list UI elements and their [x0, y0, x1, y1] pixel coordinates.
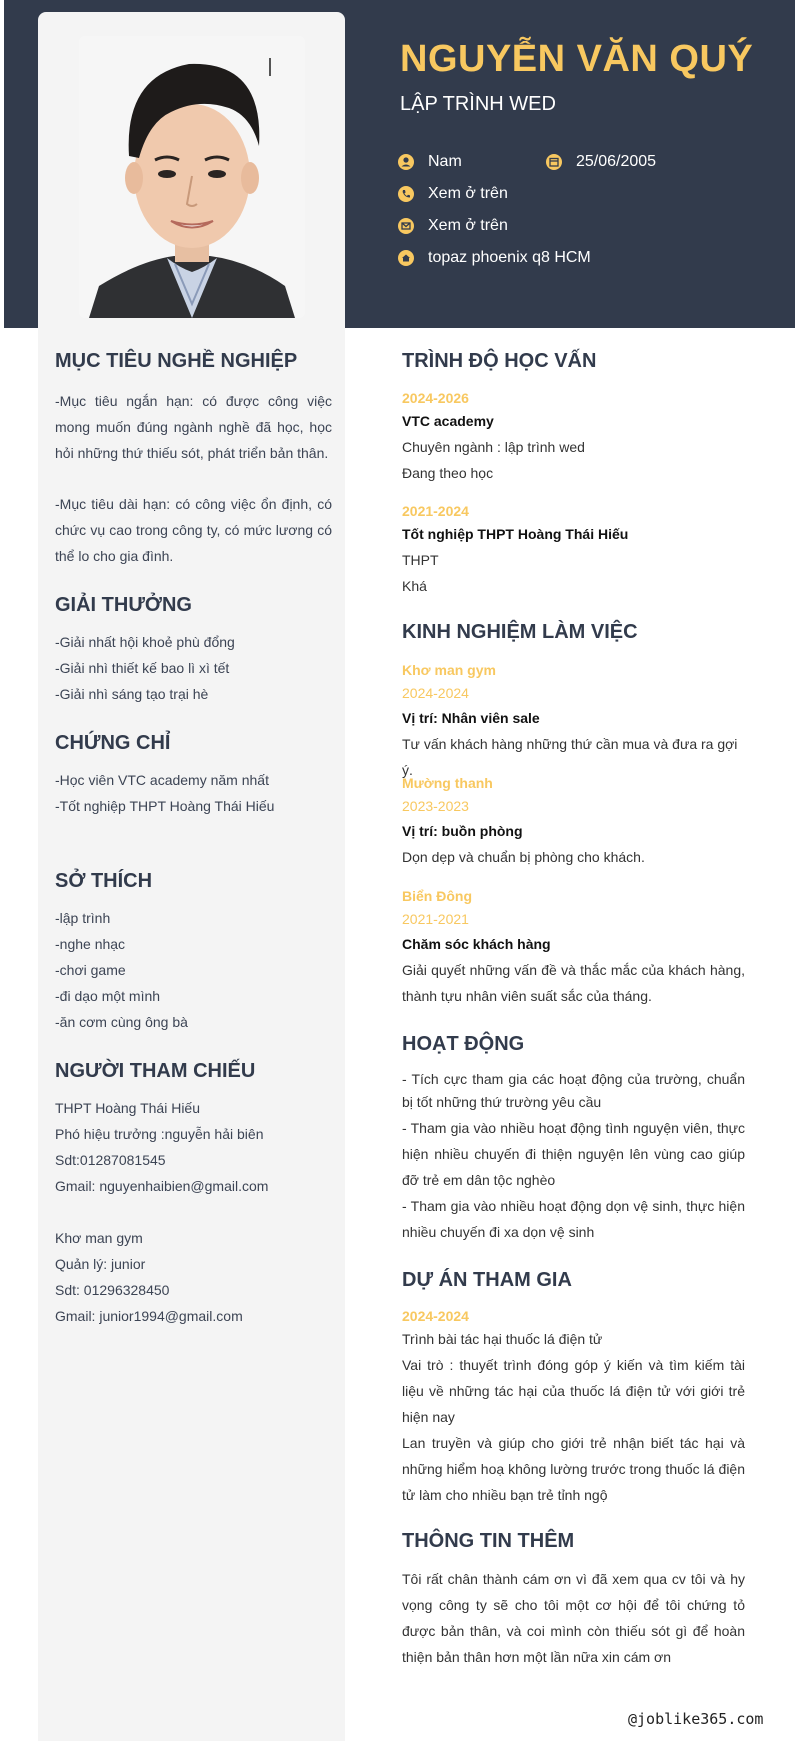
award-item: -Giải nhất hội khoẻ phù đổng [55, 634, 235, 650]
hobbies-title: SỞ THÍCH [55, 870, 153, 892]
profile-photo [79, 36, 305, 318]
experience-position: Vị trí: buồn phòng [402, 823, 523, 839]
activity-item: - Tích cực tham gia các hoạt động của trường, chuẩn bị tốt những thứ trường yêu cầu [402, 1071, 745, 1110]
email-text[interactable]: Xem ở trên [428, 217, 508, 234]
phone-row [398, 185, 508, 203]
award-item: -Giải nhì thiết kế bao lì xì tết [55, 660, 230, 676]
education-years: 2021-2024 [402, 503, 469, 519]
certificates-title: CHỨNG CHỈ [55, 732, 171, 754]
education-line: Khá [402, 578, 427, 594]
hobby-item: -ăn cơm cùng ông bà [55, 1014, 188, 1030]
education-line: Chuyên ngành : lập trình wed [402, 439, 585, 455]
education-school: Tốt nghiệp THPT Hoàng Thái Hiếu [402, 526, 629, 542]
reference-email[interactable]: Gmail: nguyenhaibien@gmail.com [55, 1178, 269, 1194]
candidate-name: NGUYỄN VĂN QUÝ [400, 38, 754, 80]
project-role: Vai trò : thuyết trình đóng góp ý kiến và tìm kiếm tài liệu về những tác hại của thuốc lá điện tử với giới trẻ hiện nay [402, 1357, 745, 1425]
reference-line: Phó hiệu trưởng :nguyễn hải biên [55, 1126, 264, 1142]
education-title: TRÌNH ĐỘ HỌC VẤN [402, 350, 597, 372]
home-icon [398, 250, 414, 266]
experience-desc: Giải quyết những vấn đề và thắc mắc của khách hàng, thành tựu nhân viên suất sắc của tháng. [402, 962, 745, 1004]
education-line: Đang theo học [402, 465, 494, 481]
certificate-item: -Tốt nghiệp THPT Hoàng Thái Hiếu [55, 798, 275, 814]
activity-item: - Tham gia vào nhiều hoạt động tình nguyện viên, thực hiện nhiều chuyến đi thiện nguyện lên vùng cao giúp đỡ trẻ em dân tộc nghèo [402, 1120, 745, 1188]
objective-long-term: -Mục tiêu dài hạn: có công việc ổn định, có chức vụ cao trong công ty, có mức lương có thể lo cho gia đình. [55, 496, 332, 564]
reference-line: Quản lý: junior [55, 1256, 146, 1272]
reference-line: THPT Hoàng Thái Hiếu [55, 1100, 200, 1116]
experience-years: 2021-2021 [402, 911, 469, 927]
hobby-item: -nghe nhạc [55, 936, 126, 952]
objective-title: MỤC TIÊU NGHỀ NGHIỆP [55, 350, 298, 372]
experience-company: Biển Đông [402, 888, 472, 904]
project-desc: Lan truyền và giúp cho giới trẻ nhận biết tác hại và những hiểm hoạ không lường trước trong thuốc lá điện tử làm cho nhiều bạn trẻ tỉnh ngộ [402, 1435, 745, 1503]
experience-years: 2024-2024 [402, 685, 469, 701]
phone-text[interactable]: Xem ở trên [428, 185, 508, 202]
birthday-row [546, 153, 656, 171]
reference-email[interactable]: Gmail: junior1994@gmail.com [55, 1308, 243, 1324]
experience-position: Vị trí: Nhân viên sale [402, 710, 540, 726]
education-school: VTC academy [402, 413, 494, 429]
certificate-item: -Học viên VTC academy năm nhất [55, 772, 269, 788]
activity-item: - Tham gia vào nhiều hoạt động dọn vệ sinh, thực hiện nhiều chuyến đi xa dọn vệ sinh [402, 1198, 745, 1240]
more-info-text: Tôi rất chân thành cám ơn vì đã xem qua cv tôi và hy vọng công ty sẽ cho tôi một cơ hội để tôi chứng tỏ được bản thân, và coi mình còn thiếu sót gì để hoàn thiện bản thân hơn một lần nữa xin cám ơn [402, 1571, 745, 1665]
project-years: 2024-2024 [402, 1308, 469, 1324]
experience-desc: Dọn dẹp và chuẩn bị phòng cho khách. [402, 849, 645, 865]
gender-row [398, 153, 462, 171]
watermark: @joblike365.com [628, 1710, 764, 1728]
calendar-icon [546, 154, 562, 170]
projects-title: DỰ ÁN THAM GIA [402, 1269, 572, 1291]
award-item: -Giải nhì sáng tạo trại hè [55, 686, 209, 702]
experience-company: Khơ man gym [402, 662, 496, 678]
experience-desc: Tư vấn khách hàng những thứ cần mua và đưa ra gợi ý. [402, 736, 738, 778]
gender-text: Nam [428, 153, 462, 170]
experience-title: KINH NGHIỆM LÀM VIỆC [402, 621, 638, 643]
address-text: topaz phoenix q8 HCM [428, 249, 591, 266]
references-title: NGƯỜI THAM CHIẾU [55, 1060, 256, 1082]
reference-line: Sdt:01287081545 [55, 1152, 166, 1168]
job-title: LẬP TRÌNH WED [400, 93, 556, 115]
reference-line: Khơ man gym [55, 1230, 143, 1246]
experience-position: Chăm sóc khách hàng [402, 936, 551, 952]
hobby-item: -lập trình [55, 910, 111, 926]
hobby-item: -đi dạo một mình [55, 988, 161, 1004]
address-row [398, 249, 591, 267]
experience-company: Mường thanh [402, 775, 493, 791]
more-info-title: THÔNG TIN THÊM [402, 1530, 575, 1552]
phone-icon [398, 186, 414, 202]
hobby-item: -chơi game [55, 962, 126, 978]
reference-line: Sdt: 01296328450 [55, 1282, 170, 1298]
education-years: 2024-2026 [402, 390, 469, 406]
user-icon [398, 154, 414, 170]
activities-title: HOẠT ĐỘNG [402, 1033, 525, 1055]
awards-title: GIẢI THƯỞNG [55, 594, 192, 616]
birthday-text: 25/06/2005 [576, 153, 657, 170]
email-row [398, 217, 508, 235]
education-line: THPT [402, 552, 439, 568]
objective-short-term: -Mục tiêu ngắn hạn: có được công việc mong muốn đúng ngành nghề đã học, học hỏi những thứ thiếu sót, phát triển bản thân. [55, 393, 332, 461]
mail-icon [398, 218, 414, 234]
experience-years: 2023-2023 [402, 798, 469, 814]
project-name: Trình bài tác hại thuốc lá điện tử [402, 1331, 603, 1347]
